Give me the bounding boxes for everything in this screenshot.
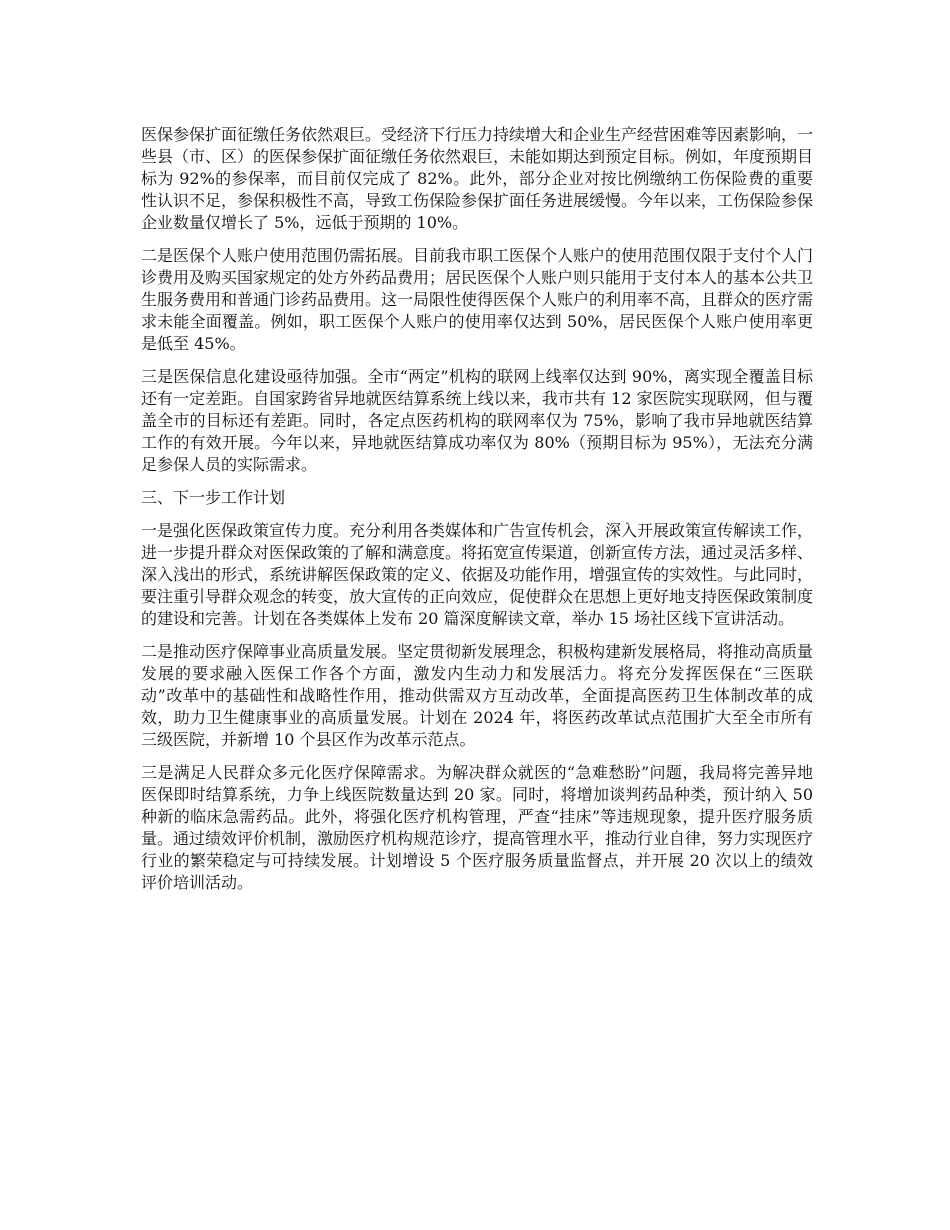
paragraph-diverse-needs: 三是满足人民群众多元化医疗保障需求。为解决群众就医的“急难愁盼”问题，我局将完善异地医保即时结算系统，力争上线医院数量达到 20 家。同时，将增加谈判药品种类，预计纳入 50 种新的临床急需药品。此外，将强化医疗机构管理，严查“挂床”等违规现象，提升医疗服务质量。通过绩效评价机制，激励医疗机构规范诊疗，提高管理水平，推动行业自律，努力实现医疗行业的繁荣稳定与可持续发展。计划增设 5 个医疗服务质量监督点，并开展 20 次以上的绩效评价培训活动。 [141, 763, 814, 892]
paragraph-policy-publicity: 一是强化医保政策宣传力度。充分利用各类媒体和广告宣传机会，深入开展政策宣传解读工作，进一步提升群众对医保政策的了解和满意度。将拓宽宣传渠道，创新宣传方法，通过灵活多样、深入浅出的形式，系统讲解医保政策的定义、依据及功能作用，增强宣传的实效性。与此同时，要注重引导群众观念的转变，放大宣传的正向效应，促使群众在思想上更好地支持医保政策制度的建设和完善。计划在各类媒体上发布 20 篇深度解读文章，举办 15 场社区线下宣讲活动。 [141, 521, 814, 628]
document-page [141, 124, 813, 905]
paragraph-high-quality-development: 二是推动医疗保障事业高质量发展。坚定贯彻新发展理念，积极构建新发展格局，将推动高质量发展的要求融入医保工作各个方面，激发内生动力和发展活力。将充分发挥医保在“三医联动”改革中的基础性和战略性作用，推动供需双方互动改革，全面提高医药卫生体制改革的成效，助力卫生健康事业的高质量发展。计划在 2024 年，将医药改革试点范围扩大至全市所有三级医院，并新增 10 个县区作为改革示范点。 [141, 642, 814, 749]
section-heading-next-steps: 三、下一步工作计划 [141, 488, 286, 507]
paragraph-personal-account: 二是医保个人账户使用范围仍需拓展。目前我市职工医保个人账户的使用范围仅限于支付个人门诊费用及购买国家规定的处方外药品费用；居民医保个人账户则只能用于支付本人的基本公共卫生服务费用和普通门诊药品费用。这一局限性使得医保个人账户的利用率不高，且群众的医疗需求未能全面覆盖。例如，职工医保个人账户的使用率仅达到 50%，居民医保个人账户使用率更是低至 45%。 [141, 246, 814, 353]
paragraph-informatization: 三是医保信息化建设亟待加强。全市“两定”机构的联网上线率仅达到 90%，离实现全覆盖目标还有一定差距。自国家跨省异地就医结算系统上线以来，我市共有 12 家医院实现联网，但与覆盖全市的目标还有差距。同时，各定点医药机构的联网率仅为 75%，影响了我市异地就医结算工作的有效开展。今年以来，异地就医结算成功率仅为 80%（预期目标为 95%），无法充分满足参保人员的实际需求。 [141, 367, 813, 474]
paragraph-enrollment-task: 医保参保扩面征缴任务依然艰巨。受经济下行压力持续增大和企业生产经营困难等因素影响，一些县（市、区）的医保参保扩面征缴任务依然艰巨，未能如期达到预定目标。例如，年度预期目标为 92%的参保率，而目前仅完成了 82%。此外，部分企业对按比例缴纳工伤保险费的重要性认识不足，参保积极性不高，导致工伤保险参保扩面任务进展缓慢。今年以来，工伤保险参保企业数量仅增长了 5%，远低于预期的 10%。 [141, 125, 814, 232]
